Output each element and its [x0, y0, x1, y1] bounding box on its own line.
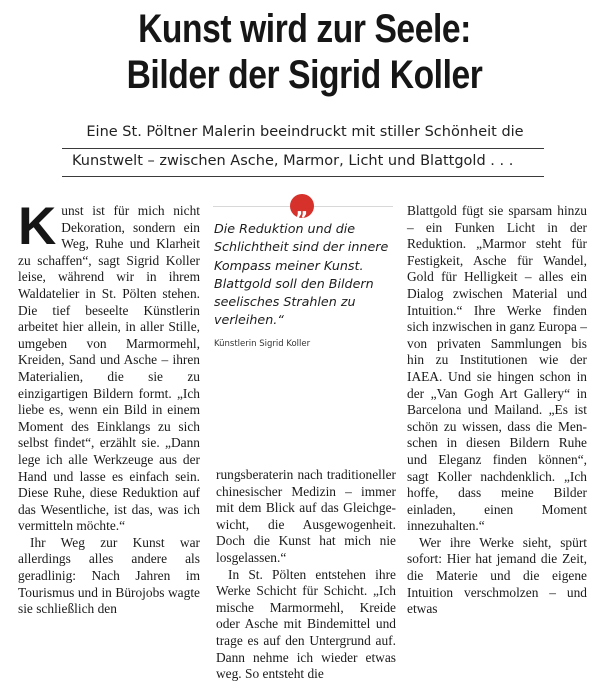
headline-line-2: Bilder der Sigrid Koller: [126, 53, 483, 97]
headline-line-1: Kunst wird zur Seele:: [138, 7, 471, 51]
paragraph: rungsberaterin nach traditioneller chinesischer Medizin – immer mit dem Blick auf das Gleichgewicht, die Ausgewogenheit. Doch die Kunst hat mich nie losgelassen.“: [216, 467, 396, 565]
paragraph: In St. Pölten entstehen ihre Werke Schicht für Schicht. „Ich mische Marmormehl, Kreide oder Asche mit Bindemittel und trage es auf den Untergrund auf. Dann nehme ich wieder etwas weg. So entsteht die: [216, 566, 396, 682]
article-column-3: [407, 203, 587, 618]
article-column-2: [216, 467, 396, 683]
subhead-line-2: Kunstwelt – zwischen Asche, Marmor, Licht und Blattgold . . .: [72, 153, 514, 169]
paragraph: Ihr Weg zur Kunst war allerdings alles andere als geradlinig: Nach Jahren im Tourismus und in Bürojobs wagte sie schließlich den: [18, 534, 200, 617]
subhead-line-1: Eine St. Pöltner Malerin beeindruckt mit stiller Schönheit die: [86, 124, 524, 140]
quote-mark-icon: „: [290, 194, 314, 218]
pull-quote-source: Künstlerin Sigrid Koller: [214, 339, 311, 349]
drop-cap: K: [18, 197, 57, 256]
pull-quote-text: Die Reduktion und die Schlichtheit sind der innere Kompass meiner Kunst. Blattgold soll den Bildern seelisches Strahlen zu verleihen.“: [214, 221, 389, 328]
article-column-1: [18, 197, 200, 618]
paragraph: Blattgold fügt sie sparsam hinzu – ein Funken Licht in der Reduktion. „Marmor steht für Festigkeit, Asche für Wandel, Gold für Helligkeit – alles ein Dialog zwischen Material und Intuition.“ Ihre Werke finden sich inzwischen in ganz Europa – von privaten Sammlungen bis hin zu Institutionen wie der IAEA. Und sie hingen schon in der „Van Gogh Art Gallery“ in Barcelona und Mailand. „Es ist schön zu wissen, dass die Menschen in diesen Bildern Ruhe und Eleganz finden können“, sagt Koller nachdenklich. „Ich hoffe, dass meine Bilder einladen, einen Moment innezuhalten.“: [407, 203, 587, 534]
paragraph-intro: [18, 197, 200, 535]
headline: [49, 6, 561, 98]
subhead-divider-top: [62, 148, 544, 149]
subhead-divider-bottom: [62, 176, 544, 177]
paragraph-intro-text: unst ist für mich nicht Dekoration, sondern ein Weg, Ruhe und Klarheit zu schaffen“, sagt Sigrid Koller leise, während wir in ihrem Waldatelier in St. Pölten stehen. Die tief beseelte Künstlerin arbeitet hier allein, in aller Stille, umgeben von Marmormehl, Kreiden, Sand und Asche – ihren Materialien, die sie zu einzigartigen Bildern formt. „Ich liebe es, wenn ein Bild in einem Moment des Einklangs zu sich selbst findet“, erzählt sie. „Dann lege ich alle Werkzeuge aus der Hand und lasse es einfach sein. Diese Ruhe, diese Reduktion auf das Wesentliche, ist das, was ich vermitteln möchte.“: [18, 203, 200, 534]
paragraph: Wer ihre Werke sieht, spürt sofort: Hier hat jemand die Zeit, die Materie und die eigene Intuition verschmolzen – und etwas: [407, 534, 587, 617]
